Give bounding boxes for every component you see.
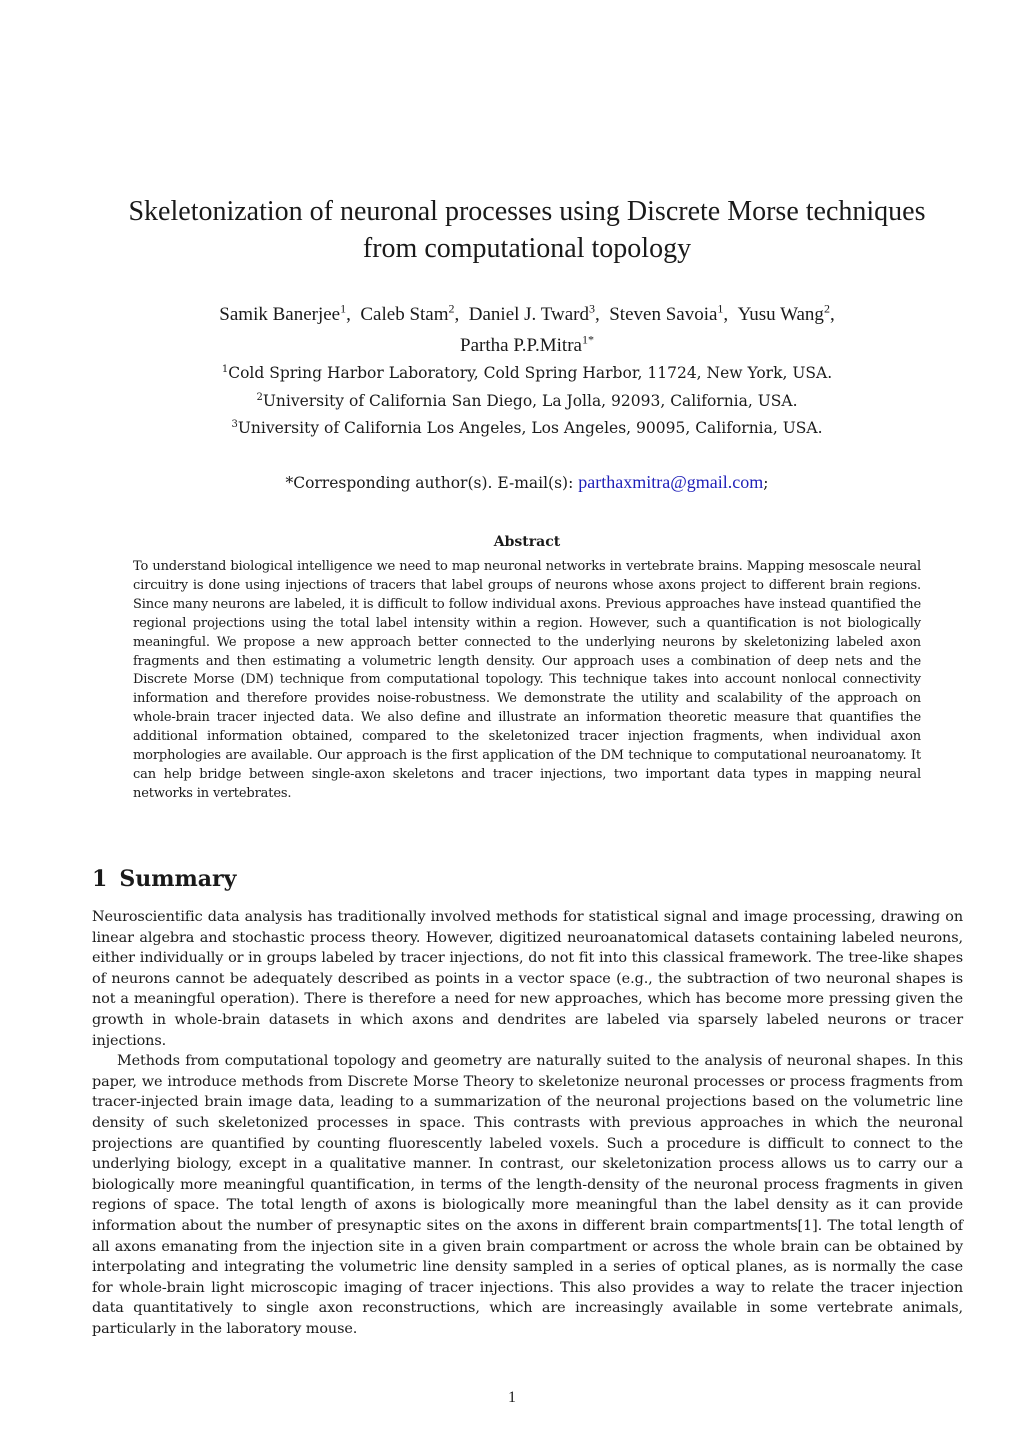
summary-body [92, 907, 963, 1339]
author-affiliation-mark: 1 [717, 302, 724, 316]
affiliation-line [80, 386, 974, 414]
abstract-text: To understand biological intelligence we need to map neuronal networks in vertebrate brains. Mapping mesoscale neural circuitry is done using injections of tracers that label groups of neurons whose axons project to different brain regions. Since many neurons are labeled, it is difficult to follow individual axons. Previous approaches have instead quantified the regional projections using the total label intensity within a region. However, such a quantification is not biologically meaningful. We propose a new approach better connected to the underlying neurons by skeletonizing labeled axon fragments and then estimating a volumetric length density. Our approach uses a combination of deep nets and the Discrete Morse (DM) technique from computational topology. This technique takes into account nonlocal connectivity information and therefore provides noise-robustness. We demonstrate the utility and scalability of the approach on whole-brain tracer injected data. We also define and illustrate an information theoretic measure that quantifies the additional information obtained, compared to the skeletonized tracer injection fragments, when individual axon morphologies are available. Our approach is the first application of the DM technique to computational neuroanatomy. It can help bridge between single-axon skeletons and tracer injections, two important data types in mapping neural networks in vertebrates. [133, 559, 921, 801]
author-affiliation-mark: 2 [448, 302, 455, 316]
affiliation-number: 2 [256, 391, 263, 403]
author-name-text: Samik Banerjee [219, 304, 341, 326]
author-separator: , [829, 304, 835, 326]
author-separator: , [594, 304, 600, 326]
affiliation-number: 3 [231, 419, 238, 431]
author-list [80, 297, 974, 358]
summary-paragraph-2: Methods from computational topology and geometry are naturally suited to the analysis of neuronal shapes. In this paper, we introduce methods from Discrete Morse Theory to skeletonize neuronal processes or process fragments from tracer-injected brain image data, leading to a summarization of the neuronal projections based on the volumetric line density of such skeletonized processes in space. This contrasts with previous approaches in which the neuronal projections are quantified by counting fluorescently labeled voxels. Such a procedure is difficult to connect to the underlying biology, except in a qualitative manner. In contrast, our skeletonization process allows us to carry our a biologically more meaningful quantification, in terms of the length-density of the neuronal process fragments in given regions of space. The total length of axons is biologically more meaningful than the label density as it can provide information about the number of presynaptic sites on the axons in different brain compartments[1]. The total length of all axons emanating from the injection site in a given brain compartment or across the whole brain can be obtained by interpolating and integrating the volumetric line density sampled in a series of optical planes, as is normally the case for whole-brain light microscopic imaging of tracer injections. This also provides a way to relate the tracer injection data quantitatively to single axon reconstructions, which are increasingly available in some vertebrate animals, particularly in the laboratory mouse. [92, 1053, 963, 1337]
affiliation-number: 1 [221, 364, 229, 375]
author-name [219, 304, 351, 325]
author-name-text: Yusu Wang [737, 304, 824, 326]
corresponding-author [80, 470, 974, 495]
title-line-1: Skeletonization of neuronal processes using Discrete Morse techniques [128, 196, 926, 227]
section-number: 1 [92, 866, 108, 892]
section-title: Summary [119, 866, 237, 892]
author-name-text: Daniel J. Tward [468, 304, 589, 326]
corresponding-label: *Corresponding author(s). E-mail(s): [285, 474, 579, 492]
author-name [469, 304, 600, 325]
affiliation-line [80, 358, 974, 386]
author-name-text: Caleb Stam [360, 304, 449, 326]
author-row-1 [80, 297, 974, 327]
affiliation-text: University of California Los Angeles, Los Angeles, 90095, California, USA. [237, 419, 823, 438]
affiliation-text: University of California San Diego, La Jolla, 92093, California, USA. [262, 391, 798, 410]
affiliation-text: Cold Spring Harbor Laboratory, Cold Spring Harbor, 11724, New York, USA. [228, 364, 833, 383]
author-name-text: Steven Savoia [609, 304, 718, 326]
author-separator: , [723, 304, 729, 326]
affiliation-list [80, 358, 974, 441]
corresponding-suffix: ; [763, 474, 769, 492]
title-line-2: from computational topology [362, 233, 692, 264]
affiliation-line [80, 413, 974, 441]
author-affiliation-mark: 2 [823, 302, 830, 316]
author-row-2 [80, 327, 974, 357]
author-name [609, 304, 728, 325]
author-name [738, 304, 835, 325]
section-heading-summary [92, 864, 892, 894]
author-separator: , [454, 304, 460, 326]
author-name-text: Partha P.P.Mitra [460, 334, 582, 356]
author-affiliation-mark: 1 [340, 302, 347, 316]
abstract-heading: Abstract [493, 534, 561, 550]
author-affiliation-mark: 3 [588, 302, 595, 316]
corresponding-email-link[interactable]: parthaxmitra@gmail.com [578, 472, 764, 492]
author-name [360, 304, 459, 325]
author-separator: , [346, 304, 351, 326]
author-name [460, 332, 594, 356]
author-affiliation-mark: 1* [581, 332, 594, 347]
summary-paragraph-1: Neuroscientific data analysis has traditionally involved methods for statistical signal and image processing, drawing on linear algebra and stochastic process theory. However, digitized neuroanatomical datasets containing labeled neurons, either individually or in groups labeled by tracer injections, do not fit into this classical framework. The tree-like shapes of neurons cannot be adequately described as points in a vector space (e.g., the subtraction of two neuronal shapes is not a meaningful operation). There is therefore a need for new approaches, which has become more pressing given the growth in whole-brain datasets in which axons and dendrites are labeled via sparsely labeled neurons or tracer injections. [92, 909, 963, 1049]
paper-title [80, 193, 974, 267]
page-number: 1 [508, 1389, 516, 1406]
